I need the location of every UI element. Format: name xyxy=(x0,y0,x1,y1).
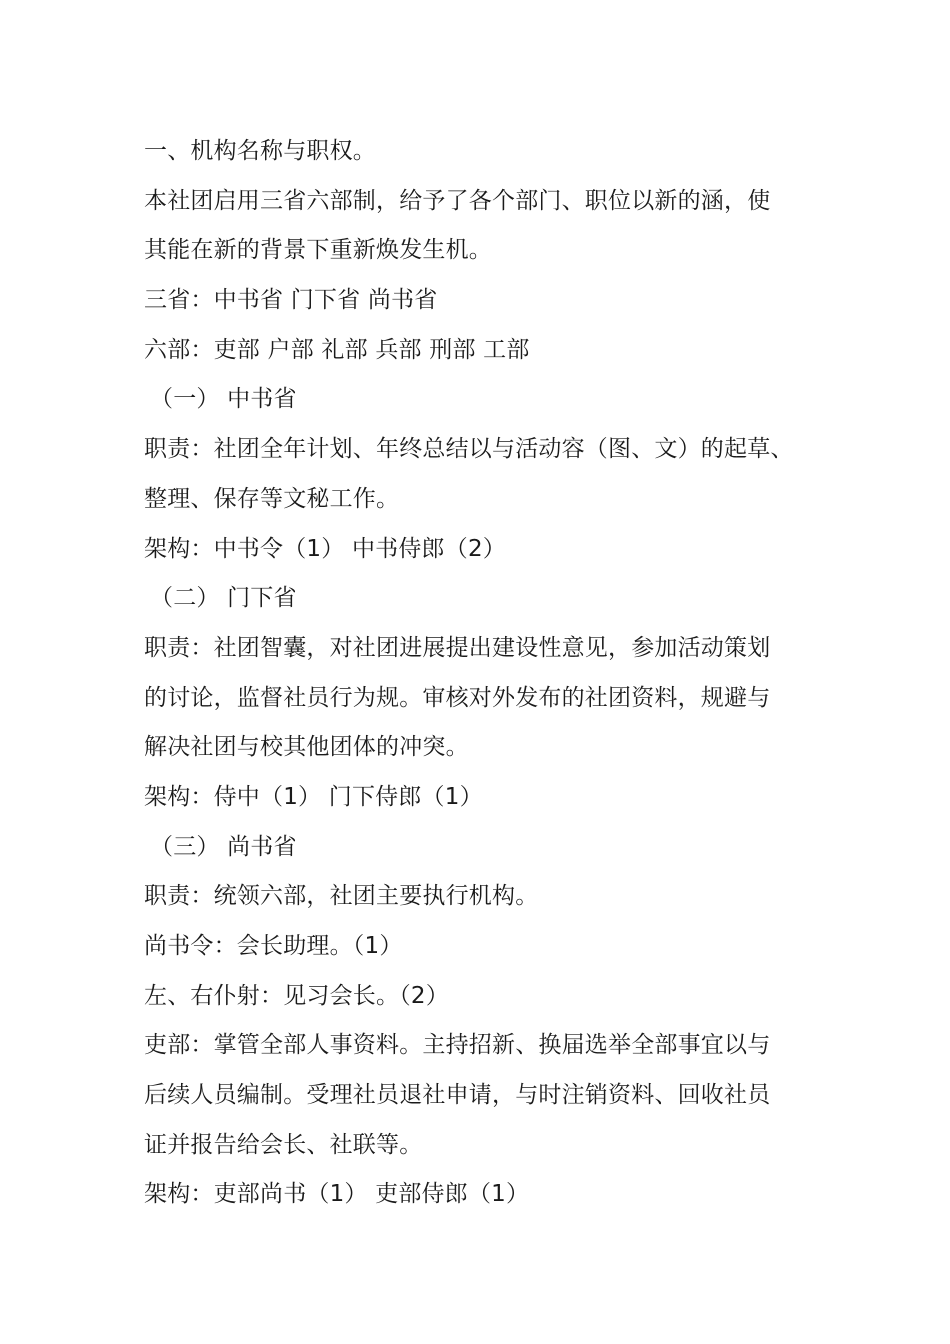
six-ministries-line: 六部：吏部 户部 礼部 兵部 刑部 工部 xyxy=(144,336,530,363)
structure-line: 架构：吏部尚书（1） 吏部侍郎（1） xyxy=(144,1181,530,1208)
ministry-duty-line: 后续人员编制。受理社员退社申请，与时注销资料、回收社员 xyxy=(144,1082,771,1109)
duty-line: 整理、保存等文秘工作。 xyxy=(144,485,400,512)
duty-line: 解决社团与校其他团体的冲突。 xyxy=(144,734,469,761)
section-heading: 一、机构名称与职权。 xyxy=(144,138,376,164)
paragraph-line: 本社团启用三省六部制，给予了各个部门、职位以新的涵，使 xyxy=(144,187,771,214)
structure-line: 架构：侍中（1） 门下侍郎（1） xyxy=(144,783,483,810)
role-line: 左、右仆射：见习会长。（2） xyxy=(144,982,449,1009)
role-line: 尚书令：会长助理。（1） xyxy=(144,933,403,959)
duty-line: 的讨论，监督社员行为规。审核对外发布的社团资料，规避与 xyxy=(144,684,771,711)
document-body xyxy=(144,127,824,1220)
subsection-heading: （三） 尚书省 xyxy=(150,833,297,860)
duty-line: 职责：社团全年计划、年终总结以与活动容（图、文）的起草、 xyxy=(144,436,794,463)
subsection-heading: （二） 门下省 xyxy=(150,585,297,612)
structure-line: 架构：中书令（1） 中书侍郎（2） xyxy=(144,535,506,562)
duty-line: 职责：社团智囊，对社团进展提出建设性意见，参加活动策划 xyxy=(144,634,771,661)
subsection-heading: （一） 中书省 xyxy=(150,386,297,413)
duty-line: 职责：统领六部，社团主要执行机构。 xyxy=(144,883,539,910)
three-departments-line: 三省：中书省 门下省 尚书省 xyxy=(144,287,438,314)
ministry-duty-line: 吏部：掌管全部人事资料。主持招新、换届选举全部事宜以与 xyxy=(144,1032,771,1059)
ministry-duty-line: 证并报告给会长、社联等。 xyxy=(144,1131,423,1158)
paragraph-line: 其能在新的背景下重新焕发生机。 xyxy=(144,237,492,264)
